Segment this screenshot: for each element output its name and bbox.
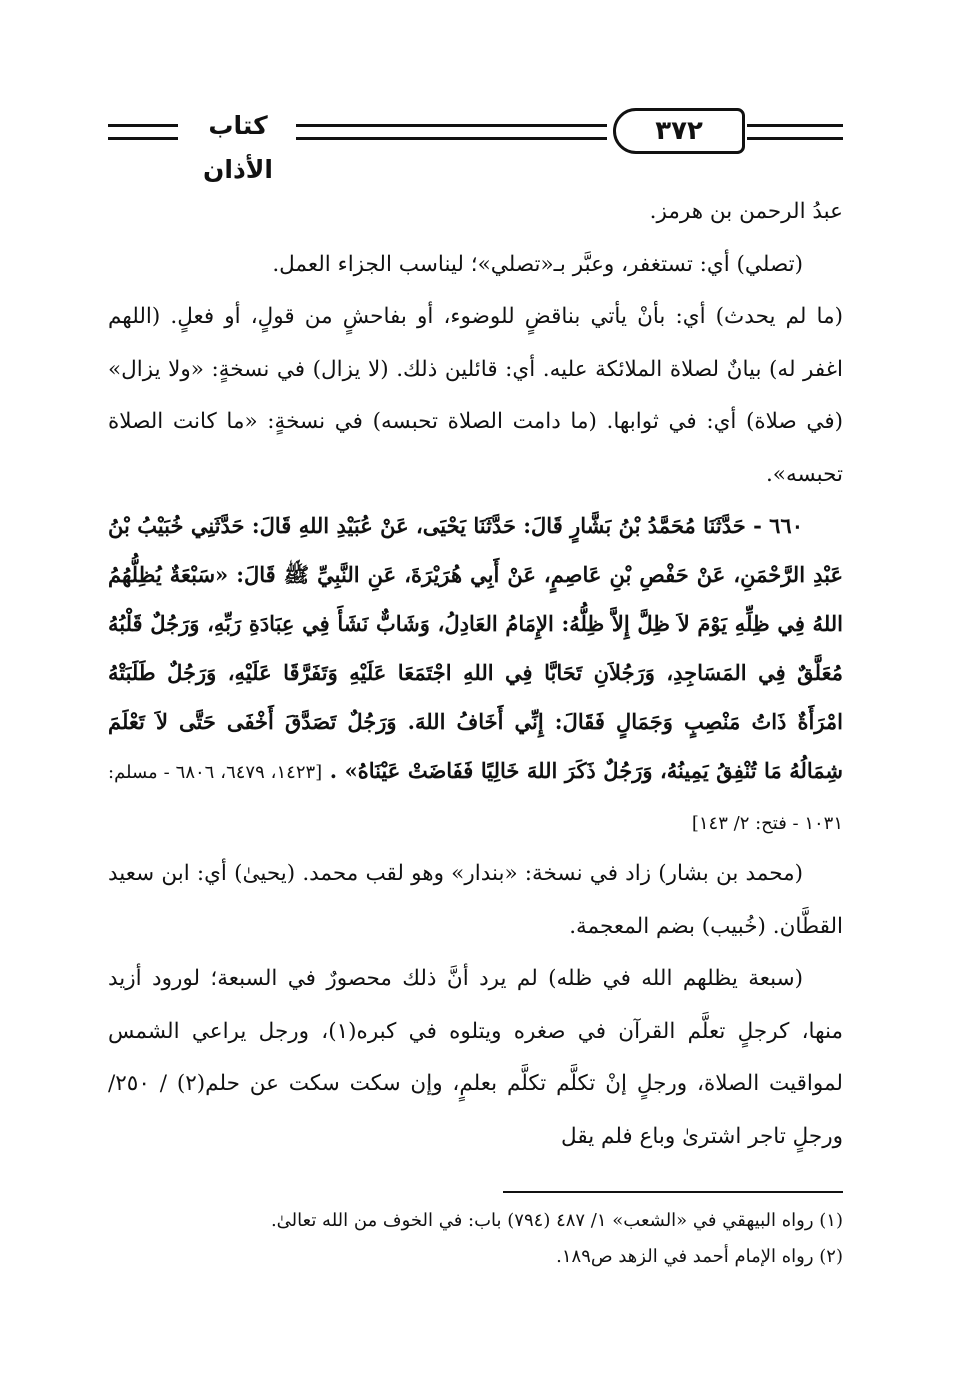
header-rule-left <box>108 124 178 140</box>
hadith-text: ٦٦٠ - حَدَّثَنَا مُحَمَّدُ بْنُ بَشَّارٍ قَالَ: حَدَّثَنَا يَحْيَى، عَنْ عُبَيْدِ اللهِ قَالَ: حَدَّثَنِي خُبَيْبُ بْنُ عَبْدِ الرَّحْمَنِ، عَنْ حَفْصِ بْنِ عَاصِمٍ، عَنْ أَبِي هُرَيْرَةَ، عَنِ النَّبِيِّ ﷺ قَالَ: «سَبْعَةٌ يُظِلُّهُمُ اللهُ فِي ظِلِّهِ يَوْمَ لاَ ظِلَّ إِلاَّ ظِلُّهُ: الإِمَامُ العَادِلُ، وَشَابٌّ نَشَأَ فِي عِبَادَةِ رَبِّهِ، وَرَجُلٌ قَلْبُهُ مُعَلَّقٌ فِي المَسَاجِدِ، وَرَجُلاَنِ تَحَابَّا فِي اللهِ اجْتَمَعَا عَلَيْهِ وَتَفَرَّقَا عَلَيْهِ، وَرَجُلٌ طَلَبَتْهُ امْرَأَةٌ ذَاتُ مَنْصِبٍ وَجَمَالٍ فَقَالَ: إِنِّي أَخَافُ اللهَ. وَرَجُلٌ تَصَدَّقَ أَخْفَى حَتَّى لاَ تَعْلَمَ شِمَالُهُ مَا تُنْفِقُ يَمِينُهُ، وَرَجُلٌ ذَكَرَ اللهَ خَالِيًا فَفَاضَتْ عَيْنَاهُ» . <box>108 513 844 783</box>
main-text <box>108 186 843 1163</box>
commentary-paragraph: (محمد بن بشار) زاد في نسخة: «بندار» وهو لقب محمد. (يحيىٰ) أي: ابن سعيد القطَّان. (خُبيب) بضم المعجمة. <box>108 861 843 939</box>
paragraph: عبدُ الرحمن بن هرمز. <box>649 199 843 224</box>
hadith-660 <box>108 501 843 848</box>
footnotes <box>108 1203 843 1275</box>
hadith-reference: [١٤٢٣، ٦٤٧٩، ٦٨٠٦ - مسلم: ١٠٣١ - فتح: ٢/ ١٤٣] <box>108 762 843 834</box>
page-number: ٣٧٢ <box>613 108 745 154</box>
paragraph: (ما لم يحدث) أي: بأنْ يأتي بناقضٍ للوضوء، أو بفاحشٍ من قولٍ، أو فعلٍ. (اللهم اغفر له) بيانٌ لصلاة الملائكة عليه. أي: قائلين ذلك. (لا يزال) في نسخةٍ: «ولا يزال» (في صلاة) أي: في ثوابها. (ما دامت الصلاة تحبسه) في نسخةٍ: «ما كانت الصلاة تحبسه». <box>108 304 843 487</box>
footnote: (١) رواه البيهقي في «الشعب» ١/ ٤٨٧ (٧٩٤) باب: في الخوف من الله تعالىٰ. <box>270 1210 843 1231</box>
header-rule-middle <box>296 124 607 140</box>
paragraph: (تصلي) أي: تستغفر، وعبَّر بـ«تصلي»؛ ليناسب الجزاء العمل. <box>272 251 803 277</box>
commentary-paragraph: (سبعة يظلهم الله في ظله) لم يرد أنَّ ذلك محصورٌ في السبعة؛ لورود أزيد منها، كرجلٍ تعلَّم القرآن في صغره ويتلوه في كبره(١)، ورجل يراعي الشمس لمواقيت الصلاة، ورجلٍ إنْ تكلَّم تكلَّم بعلمٍ، وإن سكت سكت عن حلم(٢) / ٢٥٠/ ورجلٍ تاجر اشترىٰ وباع فلم يقل <box>108 966 843 1149</box>
book-title: كتاب الأذان <box>203 111 273 184</box>
footnote-divider <box>503 1191 843 1193</box>
page-header <box>108 96 843 184</box>
book-page <box>108 96 843 1275</box>
footnote: (٢) رواه الإمام أحمد في الزهد ص١٨٩. <box>556 1246 843 1267</box>
header-rule-right <box>747 124 843 140</box>
